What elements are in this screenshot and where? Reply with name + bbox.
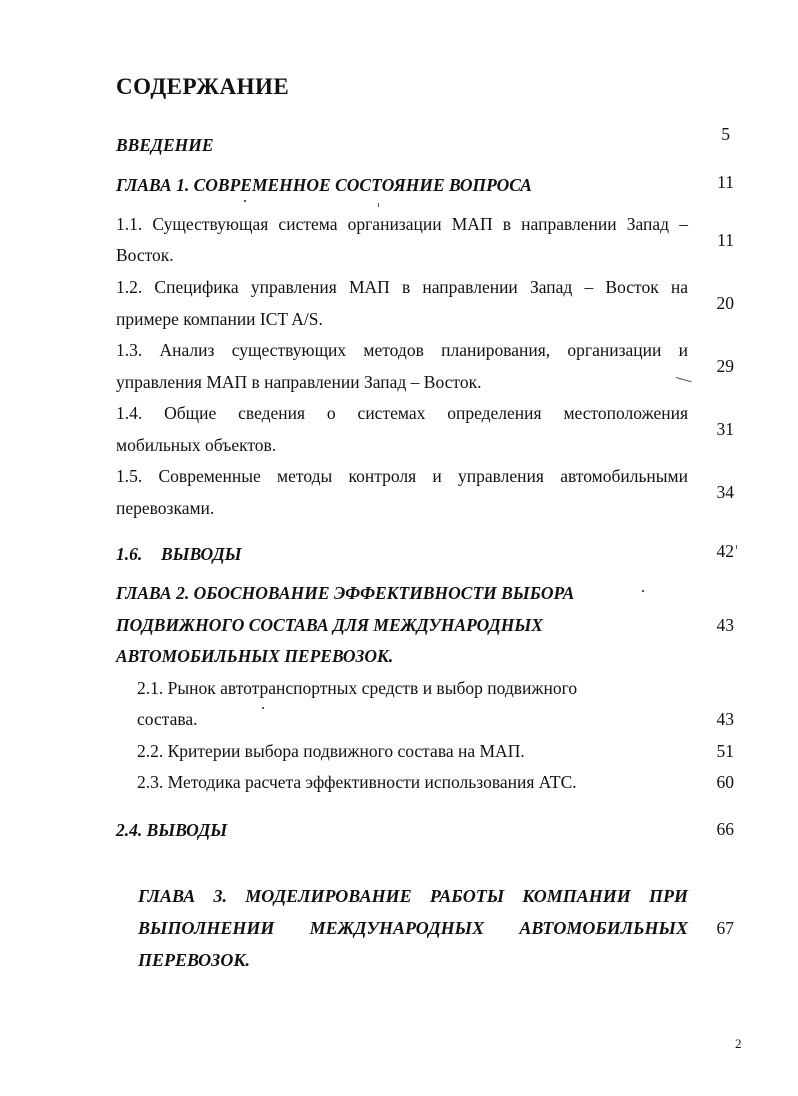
toc-chapter2-page: 43	[716, 615, 734, 635]
scan-speck	[244, 200, 246, 202]
scan-speck	[378, 203, 379, 207]
toc-section-1-2-line2: примере компании ICT A/S.	[116, 309, 323, 329]
toc-section-1-5-page: 34	[716, 482, 734, 502]
toc-chapter2-line3: АВТОМОБИЛЬНЫХ ПЕРЕВОЗОК.	[116, 646, 394, 666]
toc-section-1-1-line2: Восток.	[116, 245, 174, 265]
toc-section-2-4-page: 66	[716, 819, 734, 839]
toc-chapter3-line2: ВЫПОЛНЕНИИ МЕЖДУНАРОДНЫХ АВТОМОБИЛЬНЫХ	[138, 918, 688, 938]
toc-section-1-3-page: 29	[716, 356, 734, 376]
toc-section-1-1-line1: 1.1. Существующая система организации МАП в направлении Запад –	[116, 214, 688, 234]
page-number: 2	[735, 1036, 742, 1051]
toc-section-2-4-label: 2.4. ВЫВОДЫ	[116, 820, 228, 840]
toc-section-2-2-label: 2.2. Критерии выбора подвижного состава на МАП.	[137, 741, 525, 761]
toc-chapter2-line2: ПОДВИЖНОГО СОСТАВА ДЛЯ МЕЖДУНАРОДНЫХ	[116, 615, 543, 635]
scan-speck	[676, 377, 692, 382]
toc-section-2-2-page: 51	[716, 741, 734, 761]
toc-section-1-2-page: 20	[716, 293, 734, 313]
toc-chapter3-page: 67	[716, 918, 734, 938]
toc-section-1-4-line1: 1.4. Общие сведения о системах определения местоположения	[116, 403, 688, 423]
toc-section-1-6-label: ВЫВОДЫ	[161, 544, 242, 564]
scan-speck	[736, 545, 737, 549]
toc-section-1-5-line2: перевозками.	[116, 498, 215, 518]
toc-section-1-6-page: 42	[716, 541, 734, 561]
scan-speck	[262, 707, 264, 709]
toc-section-2-3-label: 2.3. Методика расчета эффективности использования АТС.	[137, 772, 577, 792]
toc-chapter2-line1: ГЛАВА 2. ОБОСНОВАНИЕ ЭФФЕКТИВНОСТИ ВЫБОРА	[116, 583, 575, 603]
toc-section-2-1-line2: состава.	[137, 709, 198, 729]
toc-section-2-1-line1: 2.1. Рынок автотранспортных средств и выбор подвижного	[137, 678, 578, 698]
scan-speck	[642, 590, 644, 592]
toc-section-1-6-number: 1.6.	[116, 544, 143, 564]
toc-section-1-4-line2: мобильных объектов.	[116, 435, 277, 455]
toc-section-1-4-page: 31	[716, 419, 734, 439]
toc-chapter3-line1: ГЛАВА 3. МОДЕЛИРОВАНИЕ РАБОТЫ КОМПАНИИ ПРИ	[138, 886, 688, 906]
toc-chapter1-label: ГЛАВА 1. СОВРЕМЕННОЕ СОСТОЯНИЕ ВОПРОСА	[116, 175, 532, 195]
toc-section-1-2-line1: 1.2. Специфика управления МАП в направлении Запад – Восток на	[116, 277, 688, 297]
toc-intro-label: ВВЕДЕНИЕ	[116, 135, 214, 155]
toc-chapter3-line3: ПЕРЕВОЗОК.	[138, 950, 251, 970]
toc-section-1-3-line1: 1.3. Анализ существующих методов планирования, организации и	[116, 340, 688, 360]
toc-section-2-3-page: 60	[716, 772, 734, 792]
toc-chapter1-page: 11	[717, 172, 734, 192]
toc-section-2-1-page: 43	[716, 709, 734, 729]
toc-section-1-5-line1: 1.5. Современные методы контроля и управления автомобильными	[116, 466, 688, 486]
toc-section-1-1-page: 11	[717, 230, 734, 250]
toc-section-1-3-line2: управления МАП в направлении Запад – Восток.	[116, 372, 482, 392]
toc-intro-page: 5	[721, 124, 730, 144]
page-title: СОДЕРЖАНИЕ	[116, 74, 290, 99]
